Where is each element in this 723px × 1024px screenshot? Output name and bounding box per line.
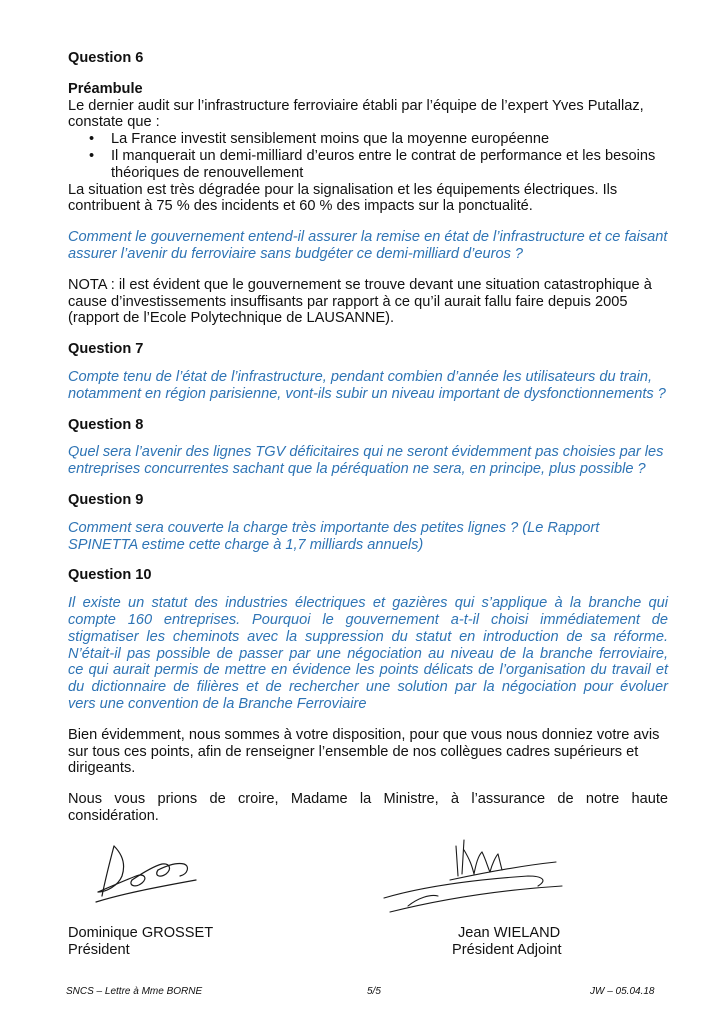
signatory-left-title: Président [68,942,130,958]
footer-page-number: 5/5 [367,986,381,997]
question-6-heading: Question 6 [68,50,144,66]
question-9-text-line-2: SPINETTA estime cette charge à 1,7 milliards annuels) [68,536,424,553]
footer-left: SNCS – Lettre à Mme BORNE [66,986,203,997]
signatory-left-name: Dominique GROSSET [68,925,214,941]
question-9-text-line-1: Comment sera couverte la charge très importante des petites lignes ? (Le Rapport [68,519,600,536]
question-7-text-line-1: Compte tenu de l’état de l’infrastructure, pendant combien d’année les utilisateurs du train, [68,368,653,385]
nota-line-2: cause d’investissements insuffisants par rapport à ce qu’il aurait fallu faire depuis 2005 [68,293,628,310]
question-8-heading: Question 8 [68,416,144,433]
signature-left [68,925,213,959]
preamble-line-2: constate que : [68,114,160,131]
preamble-heading: Préambule [68,80,143,97]
question-10-text-line: compte 160 entreprises. Pourquoi le gouvernement a-t-il choisi immédiatement de [68,611,668,628]
question-8-text-line-2: entreprises concurrentes sachant que la péréquation ne sera, en principe, plus possible ? [68,461,646,478]
question-8-text-line-1: Quel sera l’avenir des lignes TGV déficitaires qui ne seront évidemment pas choisies par les [68,444,664,461]
question-10-heading: Question 10 [68,567,152,584]
salutation-line: considération. [68,807,159,824]
question-6-text-line-1: Comment le gouvernement entend-il assurer la remise en état de l’infrastructure et ce faisant [68,229,668,246]
letter-page [68,50,668,825]
salutation-line: Nous vous prions de croire, Madame la Ministre, à l’assurance de notre haute [68,791,668,808]
question-9-heading: Question 9 [68,491,144,508]
preamble-line-1: Le dernier audit sur l’infrastructure ferroviaire établi par l’équipe de l’expert Yves Putallaz, [68,97,644,114]
preamble-bullet-list [68,131,668,181]
bullet-item: • La France investit sensiblement moins que la moyenne européenne [68,131,668,148]
question-10-text-line: du dictionnaire de filières et de rechercher une solution par la négociation pour évoluer [68,679,668,696]
bullet-item: • Il manquerait un demi-milliard d’euros entre le contrat de performance et les besoins théoriques de renouvellement [68,148,668,182]
question-10-text-line: Il existe un statut des industries électriques et gazières qui s’applique à la branche qui [68,595,668,612]
situation-line-2: contribuent à 75 % des incidents et 60 % des impacts sur la ponctualité. [68,198,533,215]
question-10-text-line: vers une convention de la Branche Ferroviaire [68,695,367,712]
nota-line-1: NOTA : il est évident que le gouvernement se trouve devant une situation catastrophique à [68,276,652,293]
question-10-text-line: ce qui aurait permis de mettre en évidence les points délicats de l’organisation du travail et [68,662,668,679]
signatory-right-name: Jean WIELAND [458,925,561,941]
signatory-right-title: Président Adjoint [452,942,562,958]
signature-left-image [92,836,202,916]
question-10-text [68,595,668,713]
question-7-heading: Question 7 [68,341,144,358]
situation-line-1: La situation est très dégradée pour la signalisation et les équipements électriques. Ils [68,181,618,198]
closing-paragraph-line: Bien évidemment, nous sommes à votre disposition, pour que vous nous donniez votre avis [68,726,660,743]
closing-paragraph-line: dirigeants. [68,760,136,777]
closing-paragraph-line: sur tous ces points, afin de renseigner l’ensemble de nos collègues cadres supérieurs et [68,743,639,760]
question-10-text-line: stigmatiser les cheminots avec la suppression du statut en introduction de sa réforme. [68,628,668,645]
question-10-text-line: N’était-il pas possible de passer par une négociation au niveau de la branche ferroviaire, [68,645,668,662]
signature-right-image [378,836,568,926]
question-7-text-line-2: notamment en région parisienne, vont-ils subir un niveau important de dysfonctionnements ? [68,385,666,402]
signature-right [452,925,562,959]
question-6-text-line-2: assurer l’avenir du ferroviaire sans budgéter ce demi-milliard d’euros ? [68,245,524,262]
footer-right: JW – 05.04.18 [590,986,655,997]
nota-line-3: (rapport de l’Ecole Polytechnique de LAUSANNE). [68,310,395,327]
